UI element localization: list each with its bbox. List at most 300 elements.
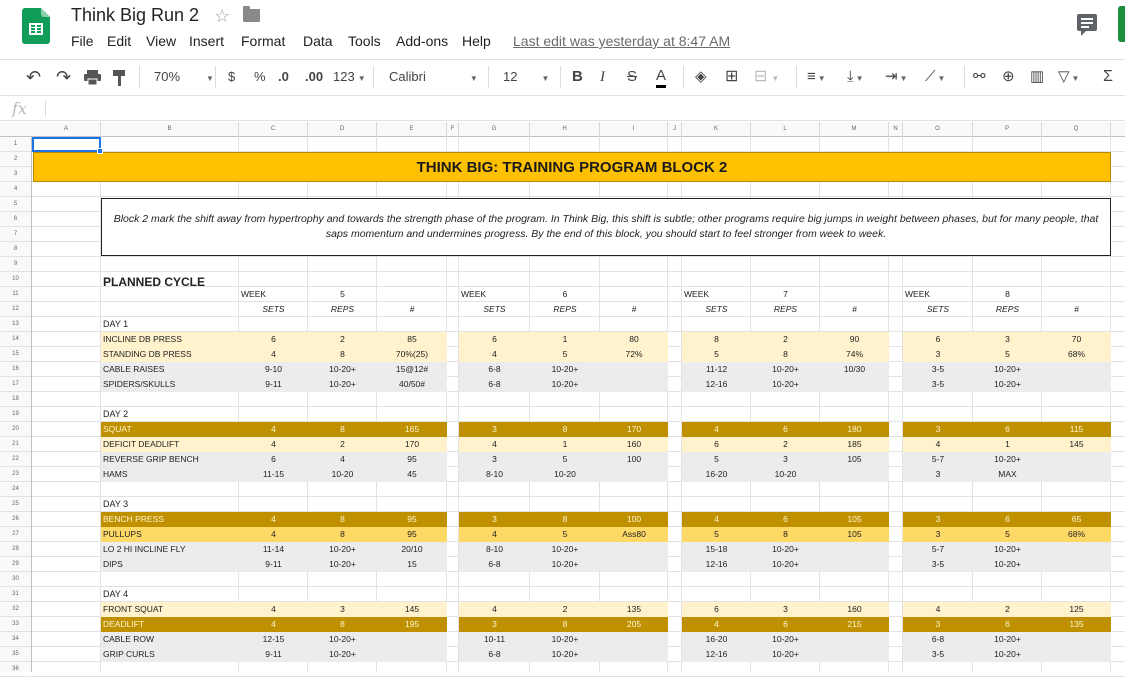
- row-header-31[interactable]: 31: [0, 587, 31, 602]
- text-wrap-icon[interactable]: ⇥ ▼: [885, 68, 908, 85]
- sets-cell[interactable]: 5: [714, 454, 719, 464]
- weight-cell[interactable]: 10/30: [843, 364, 866, 374]
- weight-cell[interactable]: [600, 377, 668, 392]
- menu-item-add-ons[interactable]: Add-ons: [396, 33, 449, 49]
- weight-cell[interactable]: 45: [407, 469, 417, 479]
- weight-cell[interactable]: 215: [847, 619, 862, 629]
- weight-cell[interactable]: 68%: [1067, 349, 1085, 359]
- column-header-p[interactable]: P: [973, 122, 1042, 137]
- row-header-19[interactable]: 19: [0, 407, 31, 422]
- row-header-10[interactable]: 10: [0, 272, 31, 287]
- weight-cell[interactable]: [820, 542, 889, 557]
- exercise-name[interactable]: SQUAT: [103, 424, 132, 434]
- sets-cell[interactable]: 8-10: [485, 544, 503, 554]
- sets-cell[interactable]: 4: [271, 514, 276, 524]
- row-header-21[interactable]: 21: [0, 437, 31, 452]
- weight-cell[interactable]: [600, 467, 668, 482]
- weight-cell[interactable]: [1042, 647, 1111, 662]
- row-header-36[interactable]: 36: [0, 662, 31, 677]
- row-header-30[interactable]: 30: [0, 572, 31, 587]
- reps-cell[interactable]: 8: [562, 514, 568, 524]
- menu-item-file[interactable]: File: [71, 33, 94, 49]
- reps-cell[interactable]: 2: [562, 604, 568, 614]
- column-heading-sets[interactable]: SETS: [483, 304, 506, 314]
- reps-cell[interactable]: 1: [562, 334, 568, 344]
- weight-cell[interactable]: 170: [626, 424, 642, 434]
- sets-cell[interactable]: 6-8: [488, 364, 501, 374]
- sets-cell[interactable]: 4: [271, 439, 276, 449]
- column-heading-reps[interactable]: REPS: [330, 304, 355, 314]
- sets-cell[interactable]: 12-15: [262, 634, 285, 644]
- weight-cell[interactable]: [600, 557, 668, 572]
- reps-cell[interactable]: 10-20+: [772, 544, 799, 554]
- reps-cell[interactable]: 3: [783, 454, 788, 464]
- weight-cell[interactable]: [1042, 452, 1111, 467]
- row-header-4[interactable]: 4: [0, 182, 31, 197]
- percent-format-button[interactable]: %: [254, 69, 266, 84]
- row-header-5[interactable]: 5: [0, 197, 31, 212]
- row-header-9[interactable]: 9: [0, 257, 31, 272]
- sets-cell[interactable]: 11-12: [705, 364, 728, 374]
- row-header-11[interactable]: 11: [0, 287, 31, 302]
- reps-cell[interactable]: 8: [562, 424, 568, 434]
- sets-cell[interactable]: 3: [492, 619, 497, 629]
- reps-cell[interactable]: 1: [562, 439, 568, 449]
- exercise-name[interactable]: HAMS: [103, 469, 128, 479]
- reps-cell[interactable]: 10-20+: [994, 559, 1021, 569]
- column-header-m[interactable]: M: [820, 122, 889, 137]
- sets-cell[interactable]: 6: [271, 454, 276, 464]
- row-header-33[interactable]: 33: [0, 617, 31, 632]
- row-header-13[interactable]: 13: [0, 317, 31, 332]
- reps-cell[interactable]: 8: [340, 514, 345, 524]
- exercise-name[interactable]: REVERSE GRIP BENCH: [103, 454, 199, 464]
- reps-cell[interactable]: 10-20+: [994, 544, 1021, 554]
- reps-cell[interactable]: 10-20+: [551, 544, 579, 554]
- reps-cell[interactable]: 8: [340, 424, 345, 434]
- menu-item-tools[interactable]: Tools: [348, 33, 381, 49]
- reps-cell[interactable]: 10-20+: [994, 454, 1021, 464]
- column-header-d[interactable]: D: [308, 122, 377, 137]
- week-number-7[interactable]: 7: [783, 289, 788, 299]
- column-header-f[interactable]: F: [447, 122, 459, 137]
- sets-cell[interactable]: 9-10: [264, 364, 282, 374]
- reps-cell[interactable]: 2: [340, 334, 345, 344]
- reps-cell[interactable]: 6: [783, 424, 788, 434]
- reps-cell[interactable]: 8: [340, 619, 345, 629]
- reps-cell[interactable]: 10-20+: [994, 364, 1021, 374]
- reps-cell[interactable]: 10-20+: [994, 649, 1021, 659]
- row-header-25[interactable]: 25: [0, 497, 31, 512]
- weight-cell[interactable]: 205: [626, 619, 642, 629]
- sets-cell[interactable]: 4: [714, 514, 719, 524]
- reps-cell[interactable]: 3: [340, 604, 345, 614]
- reps-cell[interactable]: 10-20: [331, 469, 354, 479]
- weight-cell[interactable]: 70%(25): [395, 349, 429, 359]
- sets-cell[interactable]: 9-11: [265, 379, 282, 389]
- menu-item-insert[interactable]: Insert: [189, 33, 225, 49]
- row-header-14[interactable]: 14: [0, 332, 31, 347]
- weight-cell[interactable]: [1042, 557, 1111, 572]
- last-edit-link[interactable]: Last edit was yesterday at 8:47 AM: [513, 33, 731, 49]
- weight-cell[interactable]: 195: [404, 619, 420, 629]
- reps-cell[interactable]: 10-20+: [551, 649, 579, 659]
- reps-cell[interactable]: 10-20+: [329, 379, 356, 389]
- weight-cell[interactable]: [1042, 542, 1111, 557]
- weight-cell[interactable]: 100: [626, 454, 642, 464]
- row-header-35[interactable]: 35: [0, 647, 31, 662]
- sets-cell[interactable]: 5-7: [931, 454, 945, 464]
- print-icon[interactable]: [84, 70, 101, 85]
- row-header-1[interactable]: 1: [0, 137, 31, 152]
- column-heading-reps[interactable]: REPS: [773, 304, 798, 314]
- zoom-select[interactable]: 70% ▼: [154, 69, 214, 84]
- day-label[interactable]: DAY 4: [103, 589, 129, 599]
- italic-button[interactable]: I: [600, 69, 605, 85]
- paint-format-icon[interactable]: [113, 70, 126, 86]
- weight-cell[interactable]: [1042, 362, 1111, 377]
- reps-cell[interactable]: 6: [1005, 514, 1010, 524]
- sets-cell[interactable]: 4: [935, 439, 941, 449]
- weight-cell[interactable]: 160: [626, 439, 642, 449]
- sets-cell[interactable]: 6: [714, 439, 719, 449]
- reps-cell[interactable]: 10-20+: [329, 559, 356, 569]
- sets-cell[interactable]: 3-5: [931, 364, 945, 374]
- column-heading-weight[interactable]: #: [1074, 304, 1079, 314]
- column-heading-sets[interactable]: SETS: [705, 304, 728, 314]
- reps-cell[interactable]: 10-20+: [329, 634, 356, 644]
- exercise-name[interactable]: BENCH PRESS: [103, 514, 164, 524]
- sets-cell[interactable]: 3: [935, 469, 941, 479]
- row-header-29[interactable]: 29: [0, 557, 31, 572]
- column-heading-reps[interactable]: REPS: [553, 304, 577, 314]
- week-number-6[interactable]: 6: [562, 289, 568, 299]
- reps-cell[interactable]: 10-20: [554, 469, 576, 479]
- reps-cell[interactable]: 10-20+: [772, 634, 799, 644]
- merge-cells-icon[interactable]: ⊟ ▼: [754, 68, 780, 85]
- row-header-20[interactable]: 20: [0, 422, 31, 437]
- column-header-n[interactable]: N: [889, 122, 903, 137]
- redo-icon[interactable]: ↷: [56, 67, 72, 87]
- weight-cell[interactable]: 180: [847, 424, 862, 434]
- fill-handle[interactable]: [97, 148, 103, 154]
- exercise-name[interactable]: DIPS: [103, 559, 123, 569]
- horizontal-align-icon[interactable]: ≡ ▼: [807, 68, 826, 85]
- reps-cell[interactable]: 2: [783, 334, 788, 344]
- exercise-name[interactable]: GRIP CURLS: [103, 649, 155, 659]
- row-header-22[interactable]: 22: [0, 452, 31, 467]
- reps-cell[interactable]: 1: [1005, 439, 1010, 449]
- reps-cell[interactable]: 10-20+: [772, 559, 799, 569]
- weight-cell[interactable]: [1042, 632, 1111, 647]
- reps-cell[interactable]: 5: [1005, 349, 1010, 359]
- font-select[interactable]: Calibri ▼: [389, 69, 478, 84]
- reps-cell[interactable]: 10-20+: [551, 379, 579, 389]
- column-header-h[interactable]: H: [530, 122, 600, 137]
- weight-cell[interactable]: 15@12#: [395, 364, 429, 374]
- sets-cell[interactable]: 3-5: [931, 379, 945, 389]
- column-header-i[interactable]: I: [600, 122, 668, 137]
- column-header-k[interactable]: K: [682, 122, 751, 137]
- weight-cell[interactable]: 105: [847, 514, 862, 524]
- row-header-15[interactable]: 15: [0, 347, 31, 362]
- reps-cell[interactable]: 4: [340, 454, 345, 464]
- more-formats-select[interactable]: 123 ▼: [333, 69, 366, 84]
- row-header-16[interactable]: 16: [0, 362, 31, 377]
- reps-cell[interactable]: 6: [1005, 424, 1010, 434]
- week-label[interactable]: WEEK: [241, 289, 267, 299]
- row-header-28[interactable]: 28: [0, 542, 31, 557]
- exercise-name[interactable]: CABLE RAISES: [103, 364, 165, 374]
- sets-cell[interactable]: 12-16: [705, 379, 728, 389]
- day-label[interactable]: DAY 1: [103, 319, 129, 329]
- row-header-23[interactable]: 23: [0, 467, 31, 482]
- weight-cell[interactable]: [820, 647, 889, 662]
- menu-item-help[interactable]: Help: [462, 33, 491, 49]
- weight-cell[interactable]: [377, 647, 447, 662]
- reps-cell[interactable]: 10-20+: [772, 649, 799, 659]
- sets-cell[interactable]: 3-5: [931, 559, 945, 569]
- reps-cell[interactable]: 5: [562, 454, 568, 464]
- reps-cell[interactable]: 10-20+: [551, 364, 579, 374]
- exercise-name[interactable]: FRONT SQUAT: [103, 604, 164, 614]
- font-size-select[interactable]: 12 ▼: [503, 69, 550, 84]
- sets-cell[interactable]: 16-20: [705, 469, 728, 479]
- column-header-b[interactable]: B: [101, 122, 239, 137]
- week-number-8[interactable]: 8: [1005, 289, 1010, 299]
- column-heading-weight[interactable]: #: [409, 304, 415, 314]
- weight-cell[interactable]: 15: [407, 559, 417, 569]
- sets-cell[interactable]: 3: [492, 454, 497, 464]
- sets-cell[interactable]: 9-11: [265, 559, 282, 569]
- sets-cell[interactable]: 3: [935, 424, 941, 434]
- row-header-6[interactable]: 6: [0, 212, 31, 227]
- reps-cell[interactable]: 6: [783, 619, 788, 629]
- reps-cell[interactable]: MAX: [998, 469, 1017, 479]
- weight-cell[interactable]: 145: [404, 604, 420, 614]
- exercise-name[interactable]: CABLE ROW: [103, 634, 155, 644]
- sets-cell[interactable]: 3-5: [931, 649, 945, 659]
- weight-cell[interactable]: 72%: [625, 349, 643, 359]
- sets-cell[interactable]: 3: [935, 619, 941, 629]
- weight-cell[interactable]: 95: [407, 529, 417, 539]
- sets-cell[interactable]: 12-16: [705, 559, 728, 569]
- weight-cell[interactable]: 105: [847, 529, 862, 539]
- weight-cell[interactable]: [1042, 467, 1111, 482]
- row-header-8[interactable]: 8: [0, 242, 31, 257]
- sets-cell[interactable]: 5: [714, 529, 719, 539]
- filter-icon[interactable]: ▽ ▼: [1058, 68, 1080, 85]
- column-heading-weight[interactable]: #: [631, 304, 637, 314]
- sets-cell[interactable]: 3: [492, 424, 497, 434]
- row-header-2[interactable]: 2: [0, 152, 31, 167]
- weight-cell[interactable]: 80: [629, 334, 639, 344]
- row-header-7[interactable]: 7: [0, 227, 31, 242]
- sets-cell[interactable]: 4: [492, 604, 497, 614]
- increase-decimal-button[interactable]: .00: [305, 69, 324, 84]
- selected-cell-a1[interactable]: [32, 137, 101, 152]
- menu-item-edit[interactable]: Edit: [107, 33, 132, 49]
- reps-cell[interactable]: 10-20+: [994, 379, 1021, 389]
- weight-cell[interactable]: [377, 632, 447, 647]
- weight-cell[interactable]: 125: [1069, 604, 1084, 614]
- exercise-name[interactable]: DEFICIT DEADLIFT: [103, 439, 180, 449]
- row-header-27[interactable]: 27: [0, 527, 31, 542]
- exercise-name[interactable]: SPIDERS/SKULLS: [103, 379, 176, 389]
- column-header-j[interactable]: J: [668, 122, 682, 137]
- sets-cell[interactable]: 4: [271, 619, 276, 629]
- reps-cell[interactable]: 10-20+: [772, 364, 799, 374]
- reps-cell[interactable]: 10-20+: [329, 544, 356, 554]
- menu-item-data[interactable]: Data: [303, 33, 333, 49]
- reps-cell[interactable]: 6: [1005, 619, 1010, 629]
- weight-cell[interactable]: 70: [1071, 334, 1082, 344]
- weight-cell[interactable]: 105: [847, 454, 862, 464]
- formula-input[interactable]: [52, 100, 1112, 118]
- reps-cell[interactable]: 8: [783, 529, 788, 539]
- reps-cell[interactable]: 3: [783, 604, 788, 614]
- sets-cell[interactable]: 4: [271, 349, 276, 359]
- exercise-name[interactable]: DEADLIFT: [103, 619, 145, 629]
- weight-cell[interactable]: 185: [847, 439, 862, 449]
- sets-cell[interactable]: 3: [935, 529, 941, 539]
- sets-cell[interactable]: 12-16: [705, 649, 728, 659]
- column-heading-sets[interactable]: SETS: [926, 304, 950, 314]
- sets-cell[interactable]: 4: [935, 604, 941, 614]
- insert-link-icon[interactable]: ⚯: [973, 68, 986, 85]
- reps-cell[interactable]: 8: [340, 529, 345, 539]
- document-title[interactable]: Think Big Run 2: [71, 5, 200, 25]
- weight-cell[interactable]: [600, 632, 668, 647]
- weight-cell[interactable]: 65: [1071, 514, 1082, 524]
- column-heading-weight[interactable]: #: [852, 304, 857, 314]
- sets-cell[interactable]: 6-8: [488, 559, 501, 569]
- sets-cell[interactable]: 4: [271, 529, 276, 539]
- row-header-3[interactable]: 3: [0, 167, 31, 182]
- sets-cell[interactable]: 8-10: [485, 469, 503, 479]
- exercise-name[interactable]: STANDING DB PRESS: [103, 349, 192, 359]
- strikethrough-button[interactable]: S: [627, 68, 638, 85]
- weight-cell[interactable]: [820, 557, 889, 572]
- sets-cell[interactable]: 8: [714, 334, 719, 344]
- column-header-g[interactable]: G: [459, 122, 530, 137]
- sets-cell[interactable]: 6: [492, 334, 497, 344]
- sets-cell[interactable]: 5: [714, 349, 719, 359]
- weight-cell[interactable]: 145: [1069, 439, 1084, 449]
- column-header-l[interactable]: L: [751, 122, 820, 137]
- borders-icon[interactable]: ⊞: [725, 68, 739, 85]
- column-heading-sets[interactable]: SETS: [262, 304, 285, 314]
- comments-icon[interactable]: [1077, 14, 1097, 31]
- weight-cell[interactable]: [600, 362, 668, 377]
- reps-cell[interactable]: 10-20+: [329, 364, 356, 374]
- bold-button[interactable]: B: [572, 68, 583, 85]
- row-header-34[interactable]: 34: [0, 632, 31, 647]
- reps-cell[interactable]: 2: [783, 439, 788, 449]
- sets-cell[interactable]: 6-8: [931, 634, 945, 644]
- day-label[interactable]: DAY 3: [103, 499, 129, 509]
- currency-format-button[interactable]: $: [228, 69, 236, 84]
- week-label[interactable]: WEEK: [905, 289, 931, 299]
- reps-cell[interactable]: 8: [562, 619, 568, 629]
- column-header-o[interactable]: O: [903, 122, 973, 137]
- text-color-button[interactable]: A: [656, 67, 666, 88]
- day-label[interactable]: DAY 2: [103, 409, 129, 419]
- sets-cell[interactable]: 4: [492, 529, 497, 539]
- weight-cell[interactable]: 90: [849, 334, 860, 344]
- reps-cell[interactable]: 8: [340, 349, 345, 359]
- weight-cell[interactable]: 85: [407, 334, 417, 344]
- weight-cell[interactable]: [1042, 377, 1111, 392]
- fill-color-icon[interactable]: ◈: [695, 68, 707, 85]
- sets-cell[interactable]: 6: [271, 334, 276, 344]
- week-label[interactable]: WEEK: [684, 289, 710, 299]
- reps-cell[interactable]: 2: [1005, 604, 1010, 614]
- row-header-17[interactable]: 17: [0, 377, 31, 392]
- sets-cell[interactable]: 6: [935, 334, 941, 344]
- reps-cell[interactable]: 10-20+: [772, 379, 799, 389]
- reps-cell[interactable]: 10-20+: [551, 559, 579, 569]
- row-header-32[interactable]: 32: [0, 602, 31, 617]
- undo-icon[interactable]: ↶: [26, 67, 42, 87]
- weight-cell[interactable]: 68%: [1067, 529, 1085, 539]
- functions-icon[interactable]: Σ: [1103, 68, 1113, 85]
- sets-cell[interactable]: 4: [714, 619, 719, 629]
- insert-chart-icon[interactable]: ▥: [1030, 68, 1045, 85]
- weight-cell[interactable]: [600, 542, 668, 557]
- weight-cell[interactable]: 165: [404, 424, 420, 434]
- row-header-26[interactable]: 26: [0, 512, 31, 527]
- insert-comment-icon[interactable]: ⊕: [1002, 68, 1015, 85]
- weight-cell[interactable]: Ass80: [622, 529, 646, 539]
- row-header-12[interactable]: 12: [0, 302, 31, 317]
- sets-cell[interactable]: 11-15: [262, 469, 285, 479]
- sets-cell[interactable]: 6-8: [488, 649, 501, 659]
- sets-cell[interactable]: 6-8: [488, 379, 501, 389]
- sets-cell[interactable]: 4: [492, 439, 497, 449]
- weight-cell[interactable]: 160: [847, 604, 862, 614]
- sets-cell[interactable]: 3: [935, 514, 941, 524]
- reps-cell[interactable]: 3: [1005, 334, 1010, 344]
- weight-cell[interactable]: 170: [404, 439, 420, 449]
- sets-cell[interactable]: 6: [714, 604, 719, 614]
- exercise-name[interactable]: PULLUPS: [103, 529, 142, 539]
- reps-cell[interactable]: 6: [783, 514, 788, 524]
- weight-cell[interactable]: 20/10: [401, 544, 423, 554]
- weight-cell[interactable]: 95: [407, 514, 417, 524]
- reps-cell[interactable]: 5: [562, 529, 568, 539]
- sets-cell[interactable]: 10-11: [483, 634, 506, 644]
- sets-cell[interactable]: 4: [714, 424, 719, 434]
- decrease-decimal-button[interactable]: .0: [278, 69, 289, 84]
- share-button[interactable]: [1118, 6, 1125, 42]
- column-header-e[interactable]: E: [377, 122, 447, 137]
- reps-cell[interactable]: 8: [783, 349, 788, 359]
- weight-cell[interactable]: 74%: [845, 349, 863, 359]
- sets-cell[interactable]: 16-20: [705, 634, 728, 644]
- sets-cell[interactable]: 9-11: [265, 649, 282, 659]
- exercise-name[interactable]: INCLINE DB PRESS: [103, 334, 182, 344]
- weight-cell[interactable]: [600, 647, 668, 662]
- reps-cell[interactable]: 5: [1005, 529, 1010, 539]
- star-icon[interactable]: ☆: [214, 6, 231, 26]
- weight-cell[interactable]: 115: [1069, 424, 1084, 434]
- sets-cell[interactable]: 11-14: [262, 544, 285, 554]
- column-header-q[interactable]: Q: [1042, 122, 1111, 137]
- weight-cell[interactable]: 100: [626, 514, 642, 524]
- reps-cell[interactable]: 10-20+: [551, 634, 579, 644]
- sets-cell[interactable]: 3: [935, 349, 941, 359]
